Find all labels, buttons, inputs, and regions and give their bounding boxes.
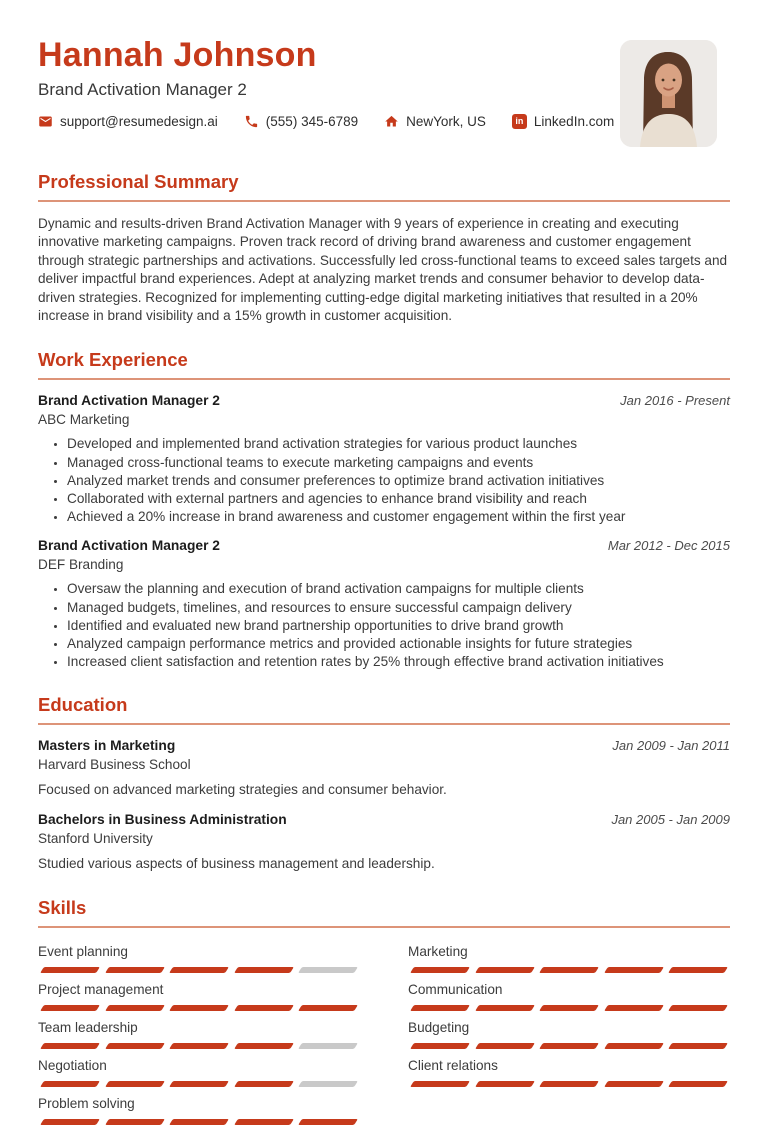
- skill-label: Budgeting: [408, 1020, 470, 1036]
- contact-phone: [244, 114, 358, 129]
- skill-bar-segment: [604, 967, 663, 973]
- job-entry: [38, 392, 730, 525]
- job-bullet-list: [38, 580, 730, 670]
- section-divider: [38, 723, 730, 725]
- section-divider: [38, 926, 730, 928]
- job-bullet: • Managed cross-functional teams to execute marketing campaigns and events: [67, 454, 730, 471]
- phone-icon: [244, 114, 259, 129]
- candidate-name: Hannah Johnson: [38, 36, 317, 74]
- skill-label: Project management: [38, 982, 164, 998]
- job-entry-head: [38, 537, 730, 555]
- job-bullet-list: [38, 435, 730, 525]
- contact-location-text: NewYork, US: [406, 114, 486, 129]
- skill-bar-segment: [299, 967, 358, 973]
- skill-bar-segment: [475, 1081, 534, 1087]
- skill-label: Communication: [408, 982, 503, 998]
- skill-bar-segment: [539, 1081, 598, 1087]
- education-dates: Jan 2009 - Jan 2011: [612, 738, 730, 754]
- job-company: ABC Marketing: [38, 412, 130, 428]
- skill-bar-segment: [604, 1043, 663, 1049]
- contact-location: [384, 114, 486, 129]
- skill-label: Client relations: [408, 1058, 498, 1074]
- education-entry-head: [38, 811, 730, 829]
- skill-bar-segment: [169, 1119, 228, 1125]
- job-title: Brand Activation Manager 2: [38, 538, 220, 554]
- skill-level-bar: [38, 967, 360, 973]
- skill-bar-segment: [40, 1005, 99, 1011]
- skill-bar-segment: [40, 1043, 99, 1049]
- skill-bar-segment: [105, 1119, 164, 1125]
- education-entry: [38, 811, 730, 873]
- school-name: Harvard Business School: [38, 757, 191, 773]
- skill-level-bar: [408, 1005, 730, 1011]
- skill-bar-segment: [604, 1005, 663, 1011]
- school-name: Stanford University: [38, 831, 153, 847]
- job-bullet: • Collaborated with external partners and agencies to enhance brand visibility and reach: [67, 490, 730, 507]
- job-entry-head: [38, 392, 730, 410]
- skill-level-bar: [38, 1043, 360, 1049]
- degree-title: Bachelors in Business Administration: [38, 812, 287, 828]
- skill-bar-segment: [475, 1005, 534, 1011]
- contact-row: [38, 114, 614, 129]
- skill-item: [408, 1019, 730, 1049]
- skill-bar-segment: [105, 1005, 164, 1011]
- skill-bar-segment: [410, 1005, 469, 1011]
- skill-bar-segment: [669, 967, 728, 973]
- skill-bar-segment: [299, 1081, 358, 1087]
- job-bullet: • Increased client satisfaction and retention rates by 25% through effective brand activation initiatives: [67, 653, 730, 670]
- candidate-headline: Brand Activation Manager 2: [38, 80, 247, 99]
- contact-phone-text: (555) 345-6789: [265, 114, 359, 129]
- job-bullet: • Analyzed market trends and consumer preferences to optimize brand activation initiatives: [67, 472, 730, 489]
- contact-email-text: support@resumedesign.ai: [60, 114, 218, 129]
- section-experience: [38, 348, 730, 670]
- skill-item: [38, 1057, 360, 1087]
- contact-linkedin-text: LinkedIn.com: [533, 114, 615, 129]
- profile-photo-illustration: [620, 40, 717, 147]
- education-dates: Jan 2005 - Jan 2009: [611, 812, 730, 828]
- skill-bar-segment: [169, 1005, 228, 1011]
- skill-item: [408, 981, 730, 1011]
- skill-label: Marketing: [408, 944, 468, 960]
- skill-bar-segment: [539, 967, 598, 973]
- skill-item: [38, 1019, 360, 1049]
- summary-text: Dynamic and results-driven Brand Activation Manager with 9 years of experience in creating and executing innovative marketing campaigns. Proven track record of driving brand awareness and customer engagement through strategic partnerships and activations. Successfully led cross-functional teams to exceed sales targets and deliver impactful brand experiences. Adept at analyzing market trends and consumer behavior to develop data-driven strategies. Recognized for implementing cutting-edge digital marketing initiatives that resulted in a 20% increase in brand visibility and a 15% growth in customer acquisition.: [38, 216, 728, 324]
- skill-bar-segment: [410, 967, 469, 973]
- summary-heading: Professional Summary: [38, 171, 239, 192]
- skill-item: [408, 1057, 730, 1087]
- job-bullet: • Achieved a 20% increase in brand awareness and customer engagement within the first year: [67, 508, 730, 525]
- skill-bar-segment: [169, 1043, 228, 1049]
- job-bullet: • Oversaw the planning and execution of brand activation campaigns for multiple clients: [67, 580, 730, 597]
- skill-level-bar: [38, 1119, 360, 1125]
- skill-level-bar: [38, 1081, 360, 1087]
- skill-item: [38, 1095, 360, 1125]
- section-education: [38, 693, 730, 873]
- skill-bar-segment: [40, 1081, 99, 1087]
- skill-label: Negotiation: [38, 1058, 107, 1074]
- contact-linkedin: [512, 114, 614, 129]
- education-description: Focused on advanced marketing strategies and consumer behavior.: [38, 782, 447, 798]
- skill-level-bar: [408, 967, 730, 973]
- skill-bar-segment: [234, 1081, 293, 1087]
- home-icon: [384, 114, 399, 129]
- skill-bar-segment: [410, 1043, 469, 1049]
- email-icon: [38, 114, 53, 129]
- section-skills: [38, 896, 730, 1133]
- job-dates: Mar 2012 - Dec 2015: [607, 538, 730, 554]
- experience-heading: Work Experience: [38, 349, 188, 371]
- skill-level-bar: [408, 1043, 730, 1049]
- skill-bar-segment: [299, 1119, 358, 1125]
- skill-item: [408, 943, 730, 973]
- contact-email: [38, 114, 218, 129]
- header-identity: [38, 36, 614, 129]
- skills-heading: Skills: [38, 897, 87, 919]
- profile-photo: [620, 40, 717, 147]
- skill-bar-segment: [105, 1043, 164, 1049]
- skill-item: [38, 943, 360, 973]
- skill-bar-segment: [234, 1119, 293, 1125]
- linkedin-icon: in: [512, 114, 527, 129]
- job-bullet: • Developed and implemented brand activation strategies for various product launches: [67, 435, 730, 452]
- skill-bar-segment: [669, 1081, 728, 1087]
- skill-bar-segment: [669, 1005, 728, 1011]
- skill-bar-segment: [234, 967, 293, 973]
- skill-bar-segment: [105, 1081, 164, 1087]
- skill-bar-segment: [169, 967, 228, 973]
- skill-label: Problem solving: [38, 1096, 135, 1112]
- skill-bar-segment: [669, 1043, 728, 1049]
- skill-bar-segment: [475, 1043, 534, 1049]
- skill-item: [38, 981, 360, 1011]
- skills-grid: [38, 943, 730, 1133]
- skill-bar-segment: [299, 1005, 358, 1011]
- education-entry-head: [38, 737, 730, 755]
- skill-bar-segment: [105, 967, 164, 973]
- job-bullet: • Managed budgets, timelines, and resources to ensure successful campaign delivery: [67, 599, 730, 616]
- skill-bar-segment: [234, 1043, 293, 1049]
- skill-bar-segment: [234, 1005, 293, 1011]
- section-summary: [38, 170, 730, 325]
- skill-bar-segment: [604, 1081, 663, 1087]
- skill-bar-segment: [539, 1043, 598, 1049]
- job-bullet: • Analyzed campaign performance metrics and provided actionable insights for future strategies: [67, 635, 730, 652]
- job-entry: [38, 537, 730, 670]
- skill-bar-segment: [539, 1005, 598, 1011]
- job-company: DEF Branding: [38, 557, 124, 573]
- resume-header: [38, 36, 730, 147]
- skill-label: Event planning: [38, 944, 128, 960]
- education-heading: Education: [38, 694, 128, 716]
- skill-level-bar: [408, 1081, 730, 1087]
- education-entry: [38, 737, 730, 799]
- skill-bar-segment: [475, 967, 534, 973]
- skill-label: Team leadership: [38, 1020, 138, 1036]
- skill-bar-segment: [40, 967, 99, 973]
- skill-bar-segment: [410, 1081, 469, 1087]
- section-divider: [38, 378, 730, 380]
- job-bullet: • Identified and evaluated new brand partnership opportunities to drive brand growth: [67, 617, 730, 634]
- degree-title: Masters in Marketing: [38, 738, 176, 754]
- job-dates: Jan 2016 - Present: [620, 393, 730, 409]
- education-description: Studied various aspects of business management and leadership.: [38, 856, 435, 872]
- skill-level-bar: [38, 1005, 360, 1011]
- skill-bar-segment: [40, 1119, 99, 1125]
- skill-bar-segment: [169, 1081, 228, 1087]
- section-divider: [38, 200, 730, 202]
- job-title: Brand Activation Manager 2: [38, 393, 220, 409]
- skill-bar-segment: [299, 1043, 358, 1049]
